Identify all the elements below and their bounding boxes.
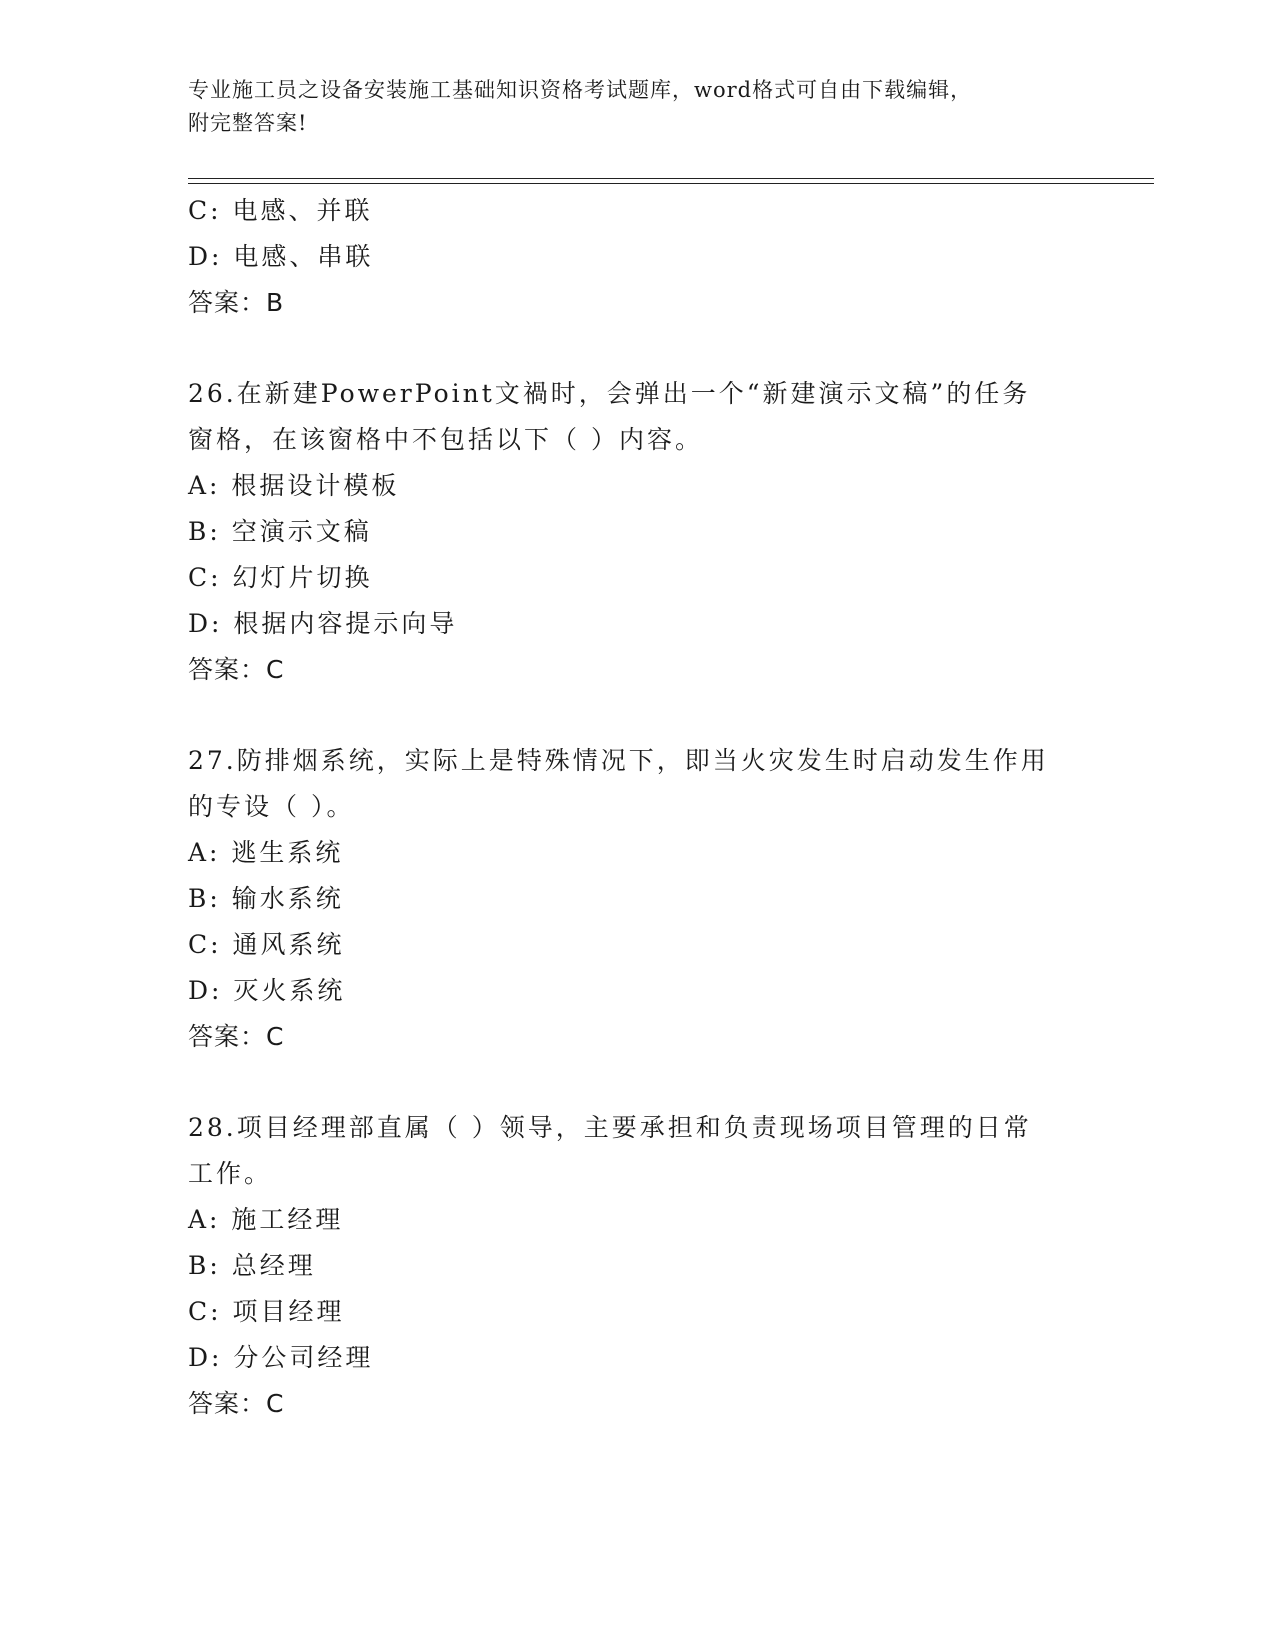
option-b: B: 空演示文稿 bbox=[188, 517, 372, 546]
question-stem bbox=[188, 738, 1068, 830]
header-line-2: 附完整答案! bbox=[188, 111, 308, 135]
question-stem-line-1: 27.防排烟系统，实际上是特殊情况下，即当火灾发生时启动发生作用 bbox=[188, 746, 1049, 775]
question-27 bbox=[188, 738, 1088, 1060]
question-stem bbox=[188, 1105, 1068, 1197]
question-25-continuation bbox=[188, 188, 1088, 326]
page-header bbox=[188, 74, 1068, 140]
answer-line: 答案：C bbox=[188, 655, 285, 684]
option-a: A: 逃生系统 bbox=[188, 838, 344, 867]
header-divider-top bbox=[188, 178, 1154, 179]
question-stem-line-2: 的专设（ ）。 bbox=[188, 792, 355, 821]
option-d: D: 根据内容提示向导 bbox=[188, 609, 458, 638]
option-d: D: 分公司经理 bbox=[188, 1343, 374, 1372]
option-c: C: 项目经理 bbox=[188, 1297, 345, 1326]
option-c: C: 电感、并联 bbox=[188, 196, 373, 225]
question-stem-line-2: 窗格，在该窗格中不包括以下（ ）内容。 bbox=[188, 425, 703, 454]
answer-line: 答案：C bbox=[188, 1022, 285, 1051]
question-stem-line-2: 工作。 bbox=[188, 1159, 273, 1188]
option-a: A: 施工经理 bbox=[188, 1205, 344, 1234]
option-a: A: 根据设计模板 bbox=[188, 471, 400, 500]
question-stem-line-1: 28.项目经理部直属（ ）领导，主要承担和负责现场项目管理的日常 bbox=[188, 1113, 1032, 1142]
header-divider-bottom bbox=[188, 183, 1154, 184]
question-26 bbox=[188, 371, 1088, 693]
question-stem-line-1: 26.在新建PowerPoint文禍时，会弹出一个“新建演示文稿”的任务 bbox=[188, 379, 1031, 408]
option-c: C: 通风系统 bbox=[188, 930, 345, 959]
option-b: B: 总经理 bbox=[188, 1251, 316, 1280]
option-b: B: 输水系统 bbox=[188, 884, 344, 913]
option-d: D: 灭火系统 bbox=[188, 976, 346, 1005]
answer-line: 答案：C bbox=[188, 1389, 285, 1418]
question-28 bbox=[188, 1105, 1088, 1427]
question-stem bbox=[188, 371, 1068, 463]
answer-line: 答案：B bbox=[188, 288, 285, 317]
header-line-1: 专业施工员之设备安装施工基础知识资格考试题库，word格式可自由下载编辑， bbox=[188, 78, 973, 102]
question-list bbox=[188, 188, 1088, 1427]
option-c: C: 幻灯片切换 bbox=[188, 563, 373, 592]
option-d: D: 电感、串联 bbox=[188, 242, 374, 271]
